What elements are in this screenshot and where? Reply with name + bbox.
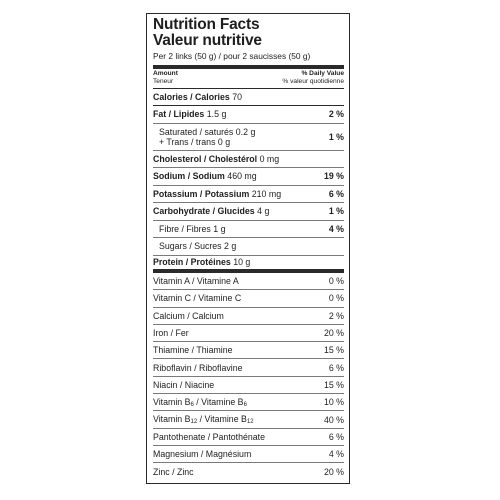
fibre-pct: 4 % [328,223,344,234]
row-iron [153,325,344,342]
vitamin-label: Iron / Fer [153,328,189,339]
subscript: 6 [243,401,247,408]
cholesterol-label: Cholesterol / Cholestérol [153,153,258,164]
label-part: / Vitamine B [197,414,247,425]
column-header [153,69,344,89]
subscript: 12 [246,419,254,426]
cholesterol-value: 0 mg [259,153,280,164]
fat-label: Fat / Lipides [153,109,205,120]
row-protein [153,256,344,274]
row-sodium [153,168,344,186]
vitamin-label: Calcium / Calcium [153,310,224,321]
vitamin-label: Pantothenate / Pantothénate [153,431,266,442]
sodium-value: 460 mg [227,171,257,182]
row-cholesterol [153,151,344,169]
row-pantothenate [153,429,344,446]
vitamin-pct: 20 % [323,466,344,477]
protein-value: 10 g [233,257,251,268]
potassium-label: Potassium / Potassium [153,188,250,199]
row-vitamin-a [153,273,344,290]
calories-value: 70 [232,92,243,102]
vitamin-label: Thiamine / Thiamine [153,345,233,356]
vitamin-pct: 15 % [323,345,344,356]
vitamin-pct: 0 % [328,293,344,304]
row-sugars [153,238,344,256]
amount-label-en: Amount [153,70,178,77]
row-saturated-trans [153,124,344,151]
label-part: / Vitamine B [193,396,244,407]
row-calcium [153,308,344,325]
daily-value-label-fr: % valeur quotidienne [282,78,344,85]
sugars-label: Sugars / Sucres 2 g [159,241,237,252]
row-calories [153,89,344,106]
title-french: Valeur nutritive [153,32,262,49]
row-magnesium [153,446,344,463]
vitamin-label: Zinc / Zinc [153,466,194,477]
vitamin-label [153,414,254,425]
vitamin-label [153,397,247,408]
sodium-pct: 19 % [323,171,344,182]
row-vitamin-c [153,290,344,307]
vitamin-pct: 15 % [323,379,344,390]
subscript: 12 [190,419,198,426]
row-thiamine [153,342,344,359]
row-carbohydrate [153,203,344,221]
saturated-pct: 1 % [328,131,344,142]
vitamin-pct: 4 % [328,449,344,460]
nutrition-facts-label [146,13,350,484]
vitamin-pct: 6 % [328,362,344,373]
vitamin-pct: 10 % [323,397,344,408]
vitamin-pct: 0 % [328,276,344,287]
vitamin-label: Vitamin C / Vitamine C [153,293,242,304]
row-zinc [153,463,344,480]
carbohydrate-label: Carbohydrate / Glucides [153,206,255,217]
carbohydrate-pct: 1 % [328,206,344,217]
carbohydrate-value: 4 g [257,206,270,217]
vitamins-minerals [153,273,344,481]
serving-size: Per 2 links (50 g) / pour 2 saucisses (50 g) [153,51,344,69]
row-vitamin-b6 [153,394,344,411]
row-niacin [153,377,344,394]
row-fat [153,106,344,124]
fat-pct: 2 % [328,109,344,120]
row-vitamin-b12 [153,411,344,428]
row-potassium [153,186,344,204]
row-fibre [153,221,344,239]
trans-label: + Trans / trans 0 g [159,136,231,147]
label-part: Vitamin B [153,414,191,425]
potassium-value: 210 mg [251,188,282,199]
vitamin-label: Magnesium / Magnésium [153,449,252,460]
label-part: Vitamin B [153,396,191,407]
protein-label: Protein / Protéines [153,257,231,268]
vitamin-label: Niacin / Niacine [153,379,215,390]
vitamin-pct: 2 % [328,310,344,321]
vitamin-pct: 40 % [323,414,344,425]
vitamin-label: Vitamin A / Vitamine A [153,276,239,287]
daily-value-label-en: % Daily Value [301,70,344,77]
title-english: Nutrition Facts [153,16,260,33]
fibre-label: Fibre / Fibres 1 g [159,223,226,234]
fat-value: 1.5 g [206,109,227,120]
calories-label: Calories / Calories [153,92,230,102]
potassium-pct: 6 % [328,188,344,199]
subscript: 6 [190,401,194,408]
row-riboflavin [153,359,344,376]
amount-label-fr: Teneur [153,78,174,85]
vitamin-label: Riboflavin / Riboflavine [153,362,243,373]
sodium-label: Sodium / Sodium [153,171,225,182]
vitamin-pct: 20 % [323,328,344,339]
saturated-label: Saturated / saturés 0.2 g [159,126,256,137]
vitamin-pct: 6 % [328,431,344,442]
